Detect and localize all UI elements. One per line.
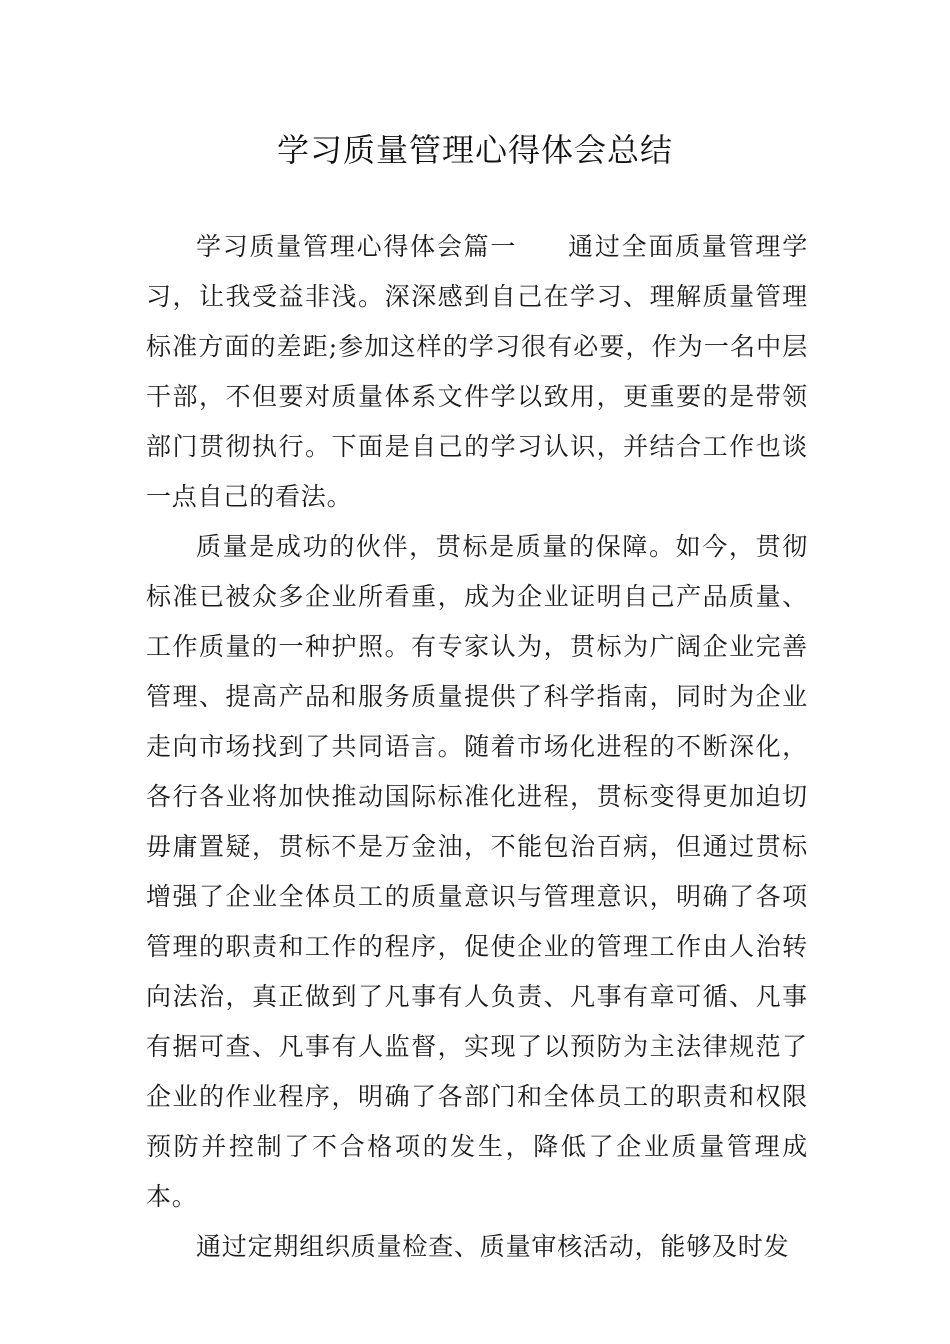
section-heading: 学习质量管理心得体会篇一	[196, 232, 518, 261]
paragraph-1	[146, 222, 808, 522]
paragraph-3: 通过定期组织质量检查、质量审核活动，能够及时发	[196, 1232, 790, 1261]
document-body	[146, 222, 808, 1272]
paragraph-1-text: 通过全面质量管理学习，让我受益非浅。深深感到自己在学习、理解质量管理标准方面的差距;参加这样的学习很有必要，作为一名中层干部，不但要对质量体系文件学以致用，更重要的是带领部门贯彻执行。下面是自己的学习认识，并结合工作也谈一点自己的看法。	[146, 232, 808, 511]
paragraph-2: 质量是成功的伙伴，贯标是质量的保障。如今，贯彻标准已被众多企业所看重，成为企业证明自己产品质量、工作质量的一种护照。有专家认为，贯标为广阔企业完善管理、提高产品和服务质量提供了科学指南，同时为企业走向市场找到了共同语言。随着市场化进程的不断深化，各行各业将加快推动国际标准化进程，贯标变得更加迫切毋庸置疑，贯标不是万金油，不能包治百病，但通过贯标增强了企业全体员工的质量意识与管理意识，明确了各项管理的职责和工作的程序，促使企业的管理工作由人治转向法治，真正做到了凡事有人负责、凡事有章可循、凡事有据可查、凡事有人监督，实现了以预防为主法律规范了企业的作业程序，明确了各部门和全体员工的职责和权限预防并控制了不合格项的发生，降低了企业质量管理成本。	[146, 532, 808, 1211]
document-title: 学习质量管理心得体会总结	[276, 131, 673, 169]
